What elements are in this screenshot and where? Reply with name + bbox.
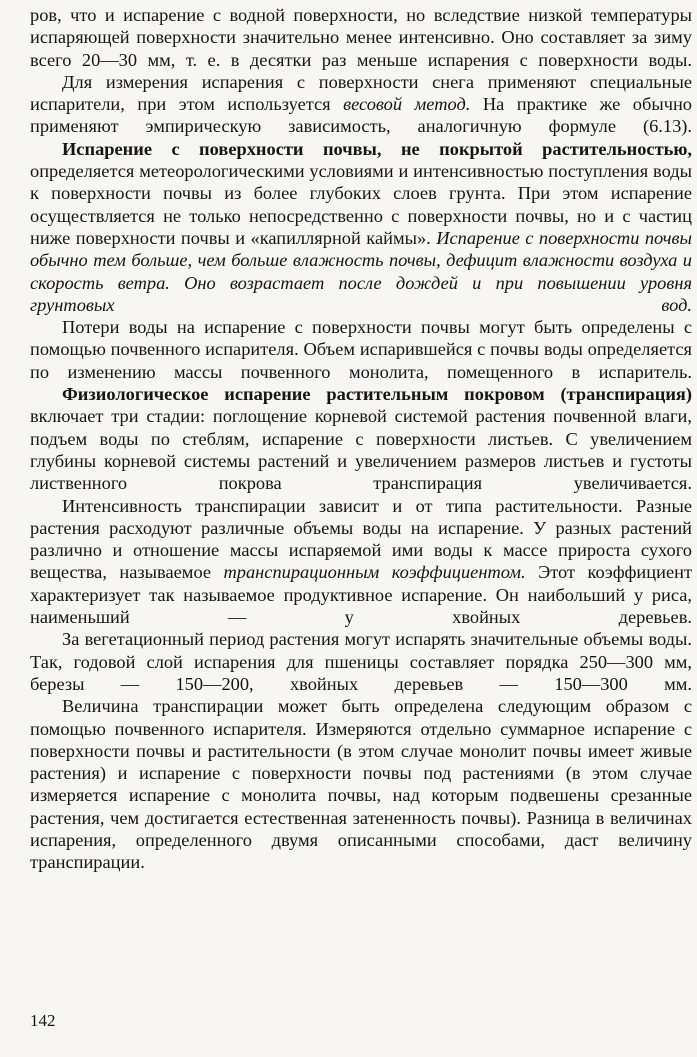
paragraph xyxy=(30,138,692,316)
text-run: определяется метеорологическими условиями и интенсивностью поступления воды к поверхности почвы из более глубоких слоев грунта. При этом испарение осуществляется не только непосредственно с поверхности почвы, но и с частиц ниже поверхности почвы и «капиллярной каймы». xyxy=(30,161,692,248)
paragraph xyxy=(30,495,692,629)
paragraph xyxy=(30,71,692,138)
text-run: Величина транспирации может быть определена следующим образом с помощью почвенного испарителя. Измеряются отдельно суммарное испарение с поверхности почвы и растительности (в этом случае монолит почвы имеет живые растения) и испарение с поверхности почвы под растениями (в этом случае измеряется испарение с монолита почвы, над которым подвешены срезанные растения, чем достигается естественная затененность почвы). Разница в величинах испарения, определенного двумя описанными способами, даст величину транспирации. xyxy=(30,696,692,873)
text-run: На практике же обычно применяют эмпирическую зависимость, аналогичную формуле (6.13). xyxy=(30,94,692,137)
text-run: включает три стадии: поглощение корневой системой растения почвенной влаги, подъем воды по стеблям, испарение с поверхности листьев. С увеличением глубины корневой системы растений и увеличением размеров листьев и густоты лиственного покрова транспирация увеличивается. xyxy=(30,406,692,494)
paragraph xyxy=(30,4,692,71)
text-run: ров, что и испарение с водной поверхности, но вследствие низкой температуры испаряющей поверхности значительно менее интенсивно. Оно составляет за зиму всего 20—30 мм, т. е. в десятки раз меньше испарения с поверхности воды. xyxy=(30,5,692,70)
text-run: Для измерения испарения с поверхности снега применяют специальные испарители, при этом используется xyxy=(30,71,692,115)
body-text xyxy=(30,4,692,874)
paragraph xyxy=(30,628,692,695)
page-number: 142 xyxy=(30,1011,56,1030)
bold-heading-run: Испарение с поверхности почвы, не покрытой растительностью, xyxy=(62,138,692,159)
paragraph xyxy=(30,316,692,383)
italic-run: весовой метод. xyxy=(343,94,471,115)
bold-heading-run: Физиологическое испарение растительным покровом (транспирация) xyxy=(62,384,692,405)
text-run: Потери воды на испарение с поверхности почвы могут быть определены с помощью почвенного испарителя. Объем испарившейся с почвы воды определяется по изменению массы почвенного монолита, помещенного в испаритель. xyxy=(30,317,692,382)
paragraph xyxy=(30,383,692,494)
text-run: Интенсивность транспирации зависит и от типа растительности. Разные растения расходуют различные объемы воды на испарение. У разных растений различно и отношение массы испаряемой ими воды к массе прироста сухого вещества, называемое xyxy=(30,495,692,583)
text-run: За вегетационный период растения могут испарять значительные объемы воды. Так, годовой слой испарения для пшеницы составляет порядка 250—300 мм, березы — 150—200, хвойных деревьев — 150—300 мм. xyxy=(30,629,692,694)
italic-run: Испарение с поверхности почвы обычно тем больше, чем больше влажность почвы, дефицит влажности воздуха и скорость ветра. Оно возрастает после дождей и при повышении уровня грунтовых вод. xyxy=(30,227,692,315)
paragraph xyxy=(30,695,692,873)
italic-run: транспирационным коэффициентом. xyxy=(223,562,526,583)
text-run: Этот коэффициент характеризует так называемое продуктивное испарение. Он наибольший у риса, наименьший — у хвойных деревьев. xyxy=(30,562,692,628)
